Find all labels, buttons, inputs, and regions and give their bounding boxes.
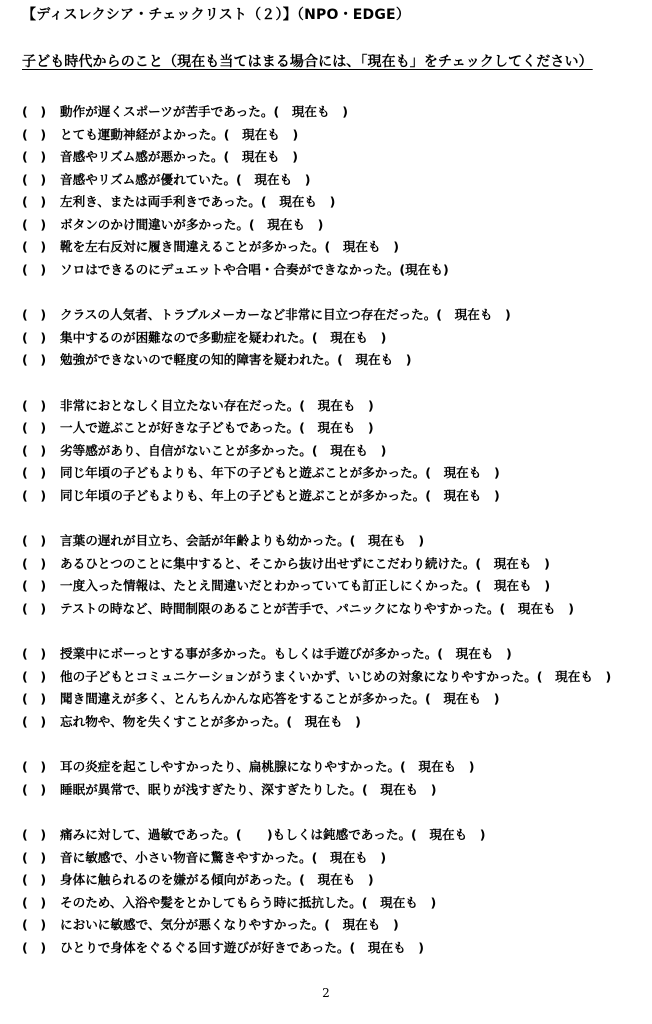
checkbox-blank[interactable]: ( ) (22, 872, 47, 887)
checklist-group (22, 643, 642, 733)
checklist-item (22, 417, 642, 440)
checkbox-blank[interactable]: ( ) (22, 397, 47, 413)
checklist-item (22, 914, 642, 937)
checkbox-blank[interactable]: ( ) (22, 171, 47, 187)
checklist-item-text: においに敏感で、気分が悪くなりやすかった。( 現在も ) (60, 917, 399, 932)
page-title: 【ディスレクシア・チェックリスト（２）】（NPO・EDGE） (22, 7, 411, 23)
checklist-group (22, 530, 642, 620)
checklist-item (22, 779, 642, 802)
checklist-item-text: 一度入った情報は、たとえ間違いだとわかっていても訂正しにくかった。( 現在も ) (60, 578, 551, 593)
checklist-item (22, 462, 642, 485)
checklist-item-text: 音に敏感で、小さい物音に驚きやすかった。( 現在も ) (60, 849, 387, 865)
checklist-item-text: ソロはできるのにデュエットや合唱・合奏ができなかった。(現在も) (60, 261, 449, 277)
checklist-group (22, 756, 642, 801)
checkbox-blank[interactable]: ( ) (22, 487, 47, 503)
checklist-item (22, 847, 642, 870)
checklist-item (22, 169, 642, 192)
checkbox-blank[interactable]: ( ) (22, 691, 47, 706)
checklist-item (22, 327, 642, 350)
checklist-item-text: 一人で遊ぶことが好きな子どもであった。( 現在も ) (60, 420, 374, 435)
checklist-item-text: 非常におとなしく目立たない存在だった。( 現在も ) (60, 397, 374, 413)
checkbox-blank[interactable]: ( ) (22, 600, 47, 616)
checklist-item-text: 睡眠が異常で、眠りが浅すぎたり、深すぎたりした。( 現在も ) (60, 781, 437, 797)
checklist-item-text: 身体に触られるのを嫌がる傾向があった。( 現在も ) (60, 872, 374, 887)
checkbox-blank[interactable]: ( ) (22, 239, 47, 254)
checkbox-blank[interactable]: ( ) (22, 194, 47, 209)
checklist-item (22, 643, 642, 666)
checkbox-blank[interactable]: ( ) (22, 849, 47, 865)
checkbox-blank[interactable]: ( ) (22, 307, 47, 322)
checkbox-blank[interactable]: ( ) (22, 352, 47, 367)
checklist-item-text: とても運動神経がよかった。( 現在も ) (60, 126, 299, 142)
checklist-item-text: 集中するのが困難なので多動症を疑われた。( 現在も ) (60, 329, 387, 345)
checklist-item (22, 892, 642, 915)
checklist-item (22, 553, 642, 576)
checkbox-blank[interactable]: ( ) (22, 827, 47, 842)
checklist-group (22, 304, 642, 372)
checklist-item (22, 688, 642, 711)
checklist-item (22, 869, 642, 892)
checklist-item-text: 靴を左右反対に履き間違えることが多かった。( 現在も ) (60, 239, 399, 254)
checklist (22, 101, 642, 982)
checklist-item (22, 214, 642, 237)
checklist-item-text: 同じ年頃の子どもよりも、年上の子どもと遊ぶことが多かった。( 現在も ) (60, 487, 500, 503)
checklist-item-text: 言葉の遅れが目立ち、会話が年齢よりも幼かった。( 現在も ) (60, 533, 425, 548)
checkbox-blank[interactable]: ( ) (22, 713, 47, 729)
checklist-item (22, 124, 642, 147)
checkbox-blank[interactable]: ( ) (22, 149, 47, 164)
checklist-item-text: ボタンのかけ間違いが多かった。( 現在も ) (60, 216, 324, 232)
checkbox-blank[interactable]: ( ) (22, 939, 47, 955)
section-heading: 子ども時代からのこと（現在も当てはまる場合には、「現在も」をチェックしてください） (22, 54, 593, 70)
checklist-item-text: クラスの人気者、トラブルメーカーなど非常に目立つ存在だった。( 現在も ) (60, 307, 511, 322)
checklist-item (22, 440, 642, 463)
checklist-item (22, 598, 642, 621)
checklist-item (22, 146, 642, 169)
checklist-item (22, 236, 642, 259)
checkbox-blank[interactable]: ( ) (22, 104, 47, 119)
page-number: 2 (322, 986, 330, 1000)
checklist-item (22, 485, 642, 508)
checkbox-blank[interactable]: ( ) (22, 668, 47, 684)
checklist-item (22, 530, 642, 553)
checklist-item (22, 575, 642, 598)
checklist-item-text: ひとりで身体をぐるぐる回す遊びが好きであった。( 現在も ) (60, 939, 425, 955)
checklist-item (22, 191, 642, 214)
checkbox-blank[interactable]: ( ) (22, 646, 47, 661)
checkbox-blank[interactable]: ( ) (22, 555, 47, 571)
checklist-group (22, 395, 642, 508)
checklist-item (22, 101, 642, 124)
checklist-item-text: 他の子どもとコミュニケーションがうまくいかず、いじめの対象になりやすかった。( 現在も ) (60, 668, 612, 684)
checklist-item (22, 395, 642, 418)
checklist-item-text: 左利き、または両手利きであった。( 現在も ) (60, 194, 336, 209)
checkbox-blank[interactable]: ( ) (22, 894, 47, 910)
checklist-item-text: あるひとつのことに集中すると、そこから抜け出せずにこだわり続けた。( 現在も ) (60, 555, 550, 571)
checklist-item-text: 授業中にボーっとする事が多かった。もしくは手遊びが多かった。( 現在も ) (60, 646, 512, 661)
checklist-item (22, 937, 642, 960)
checklist-item-text: 劣等感があり、自信がないことが多かった。( 現在も ) (60, 442, 387, 458)
checklist-item (22, 304, 642, 327)
checklist-item-text: 同じ年頃の子どもよりも、年下の子どもと遊ぶことが多かった。( 現在も ) (60, 465, 500, 480)
checklist-item-text: 忘れ物や、物を失くすことが多かった。( 現在も ) (60, 713, 361, 729)
checkbox-blank[interactable]: ( ) (22, 465, 47, 480)
checklist-group (22, 101, 642, 281)
checkbox-blank[interactable]: ( ) (22, 578, 47, 593)
checklist-item (22, 711, 642, 734)
checklist-item-text: 音感やリズム感が悪かった。( 現在も ) (60, 149, 298, 164)
checklist-item (22, 756, 642, 779)
checklist-item-text: 音感やリズム感が優れていた。( 現在も ) (60, 171, 311, 187)
checklist-item (22, 259, 642, 282)
checklist-item-text: 耳の炎症を起こしやすかったり、扁桃腺になりやすかった。( 現在も ) (60, 759, 475, 774)
checklist-item-text: 聞き間違えが多く、とんちんかんな応答をすることが多かった。( 現在も ) (60, 691, 500, 706)
checklist-item (22, 824, 642, 847)
checklist-item-text: 勉強ができないので軽度の知的障害を疑われた。( 現在も ) (60, 352, 412, 367)
checklist-item-text: テストの時など、時間制限のあることが苦手で、パニックになりやすかった。( 現在も ) (60, 600, 575, 616)
checkbox-blank[interactable]: ( ) (22, 533, 47, 548)
checkbox-blank[interactable]: ( ) (22, 329, 47, 345)
checkbox-blank[interactable]: ( ) (22, 216, 47, 232)
checklist-group (22, 824, 642, 959)
checklist-item (22, 666, 642, 689)
checklist-item-text: 痛みに対して、過敏であった。( )もしくは鈍感であった。( 現在も ) (60, 827, 486, 842)
checkbox-blank[interactable]: ( ) (22, 261, 47, 277)
checkbox-blank[interactable]: ( ) (22, 781, 47, 797)
checklist-item-text: そのため、入浴や髪をとかしてもらう時に抵抗した。( 現在も ) (60, 894, 437, 910)
checkbox-blank[interactable]: ( ) (22, 442, 47, 458)
checklist-item (22, 349, 642, 372)
checkbox-blank[interactable]: ( ) (22, 759, 47, 774)
checklist-item-text: 動作が遅くスポーツが苦手であった。( 現在も ) (60, 104, 348, 119)
checkbox-blank[interactable]: ( ) (22, 420, 47, 435)
checkbox-blank[interactable]: ( ) (22, 917, 47, 932)
checkbox-blank[interactable]: ( ) (22, 126, 47, 142)
